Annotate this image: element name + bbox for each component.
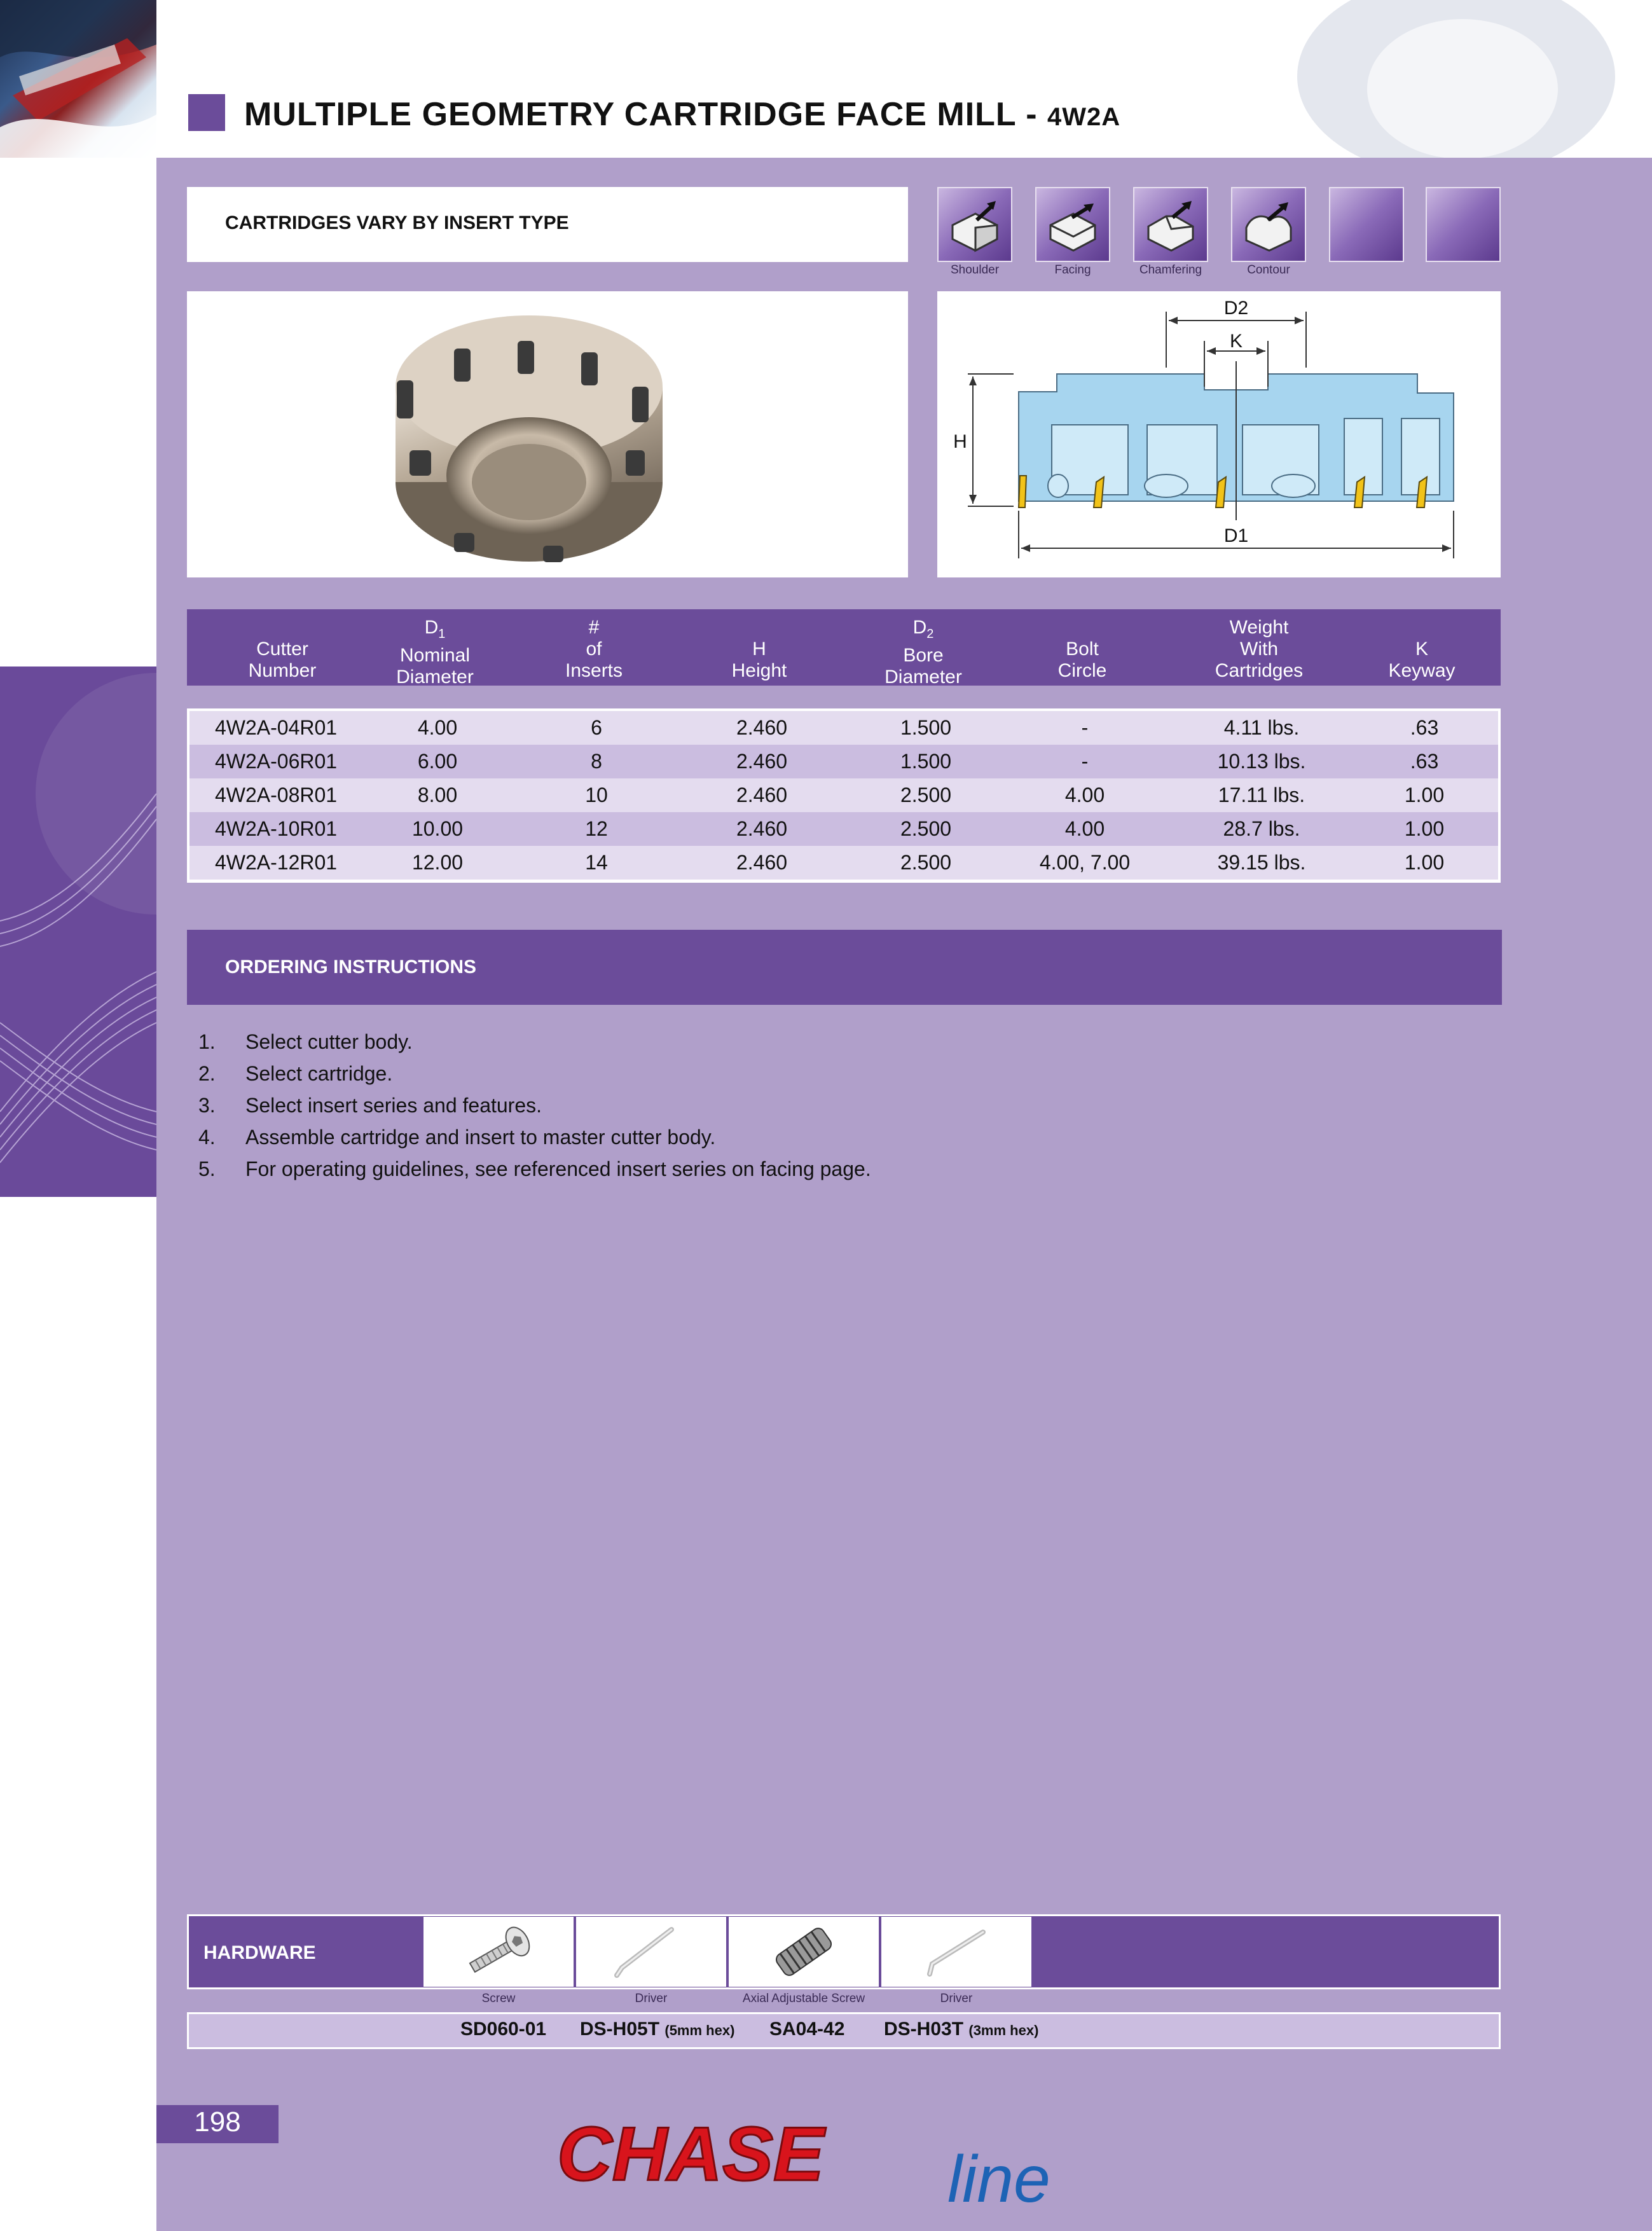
column-header: [371, 617, 499, 688]
hardware-part-number: SA04-42: [769, 2019, 845, 2040]
cell-cutter-number: 4W2A-10R01: [215, 817, 338, 840]
shoulder-icon: [937, 187, 1012, 262]
table-row: [189, 846, 1498, 880]
cell-nominal-diameter: 12.00: [411, 851, 464, 874]
blank-tile: [1329, 187, 1404, 262]
cell-weight: 4.11 lbs.: [1223, 716, 1300, 739]
step-number: 1.: [198, 1030, 216, 1053]
header-line: H: [752, 639, 766, 660]
header-line: Inserts: [565, 660, 623, 681]
step-number: 3.: [198, 1094, 216, 1117]
header-subscript: 1: [438, 627, 446, 641]
header-line: Bore: [903, 645, 944, 666]
column-header: [530, 617, 657, 682]
cell-nominal-diameter: 8.00: [417, 784, 458, 806]
cell-cutter-number: 4W2A-08R01: [215, 784, 338, 806]
header-line: [1019, 617, 1146, 639]
cell-bolt-circle: -: [1081, 750, 1089, 773]
step-number: 4.: [198, 1126, 216, 1149]
page-number: 198: [194, 2106, 241, 2138]
header-symbol: D: [424, 617, 439, 638]
cell-height: 2.460: [736, 716, 788, 739]
cell-cutter-number: 4W2A-12R01: [215, 851, 338, 874]
part-note: (5mm hex): [664, 2022, 735, 2038]
d2-label: D2: [1223, 298, 1249, 319]
header-line: [371, 617, 499, 645]
header-symbol: D: [912, 617, 927, 638]
header-line: Nominal: [399, 645, 471, 666]
page-title: [244, 95, 1120, 134]
cell-bore-diameter: 1.500: [900, 716, 952, 739]
header-line: Number: [248, 660, 317, 681]
blank-tile: [1426, 187, 1501, 262]
dimension-diagram-box: [937, 291, 1501, 577]
table-row: [189, 778, 1498, 812]
cell-bolt-circle: 4.00, 7.00: [1039, 851, 1131, 874]
logo-sub: line: [947, 2143, 1050, 2213]
cell-inserts: 12: [585, 817, 608, 840]
decorative-wave-band: [0, 667, 156, 1197]
table-row: [189, 745, 1498, 778]
step-text: Select cartridge.: [245, 1062, 393, 1085]
step-text: For operating guidelines, see referenced insert series on facing page.: [245, 1157, 871, 1180]
step-text: Select insert series and features.: [245, 1094, 542, 1117]
header-line: Circle: [1057, 660, 1107, 681]
cell-weight: 17.11 lbs.: [1218, 784, 1305, 806]
hardware-caption: Axial Adjustable Screw: [742, 1992, 865, 2005]
header-line: Cartridges: [1215, 660, 1304, 681]
table-row: [189, 812, 1498, 846]
step-text: Select cutter body.: [245, 1030, 413, 1053]
cell-inserts: 14: [585, 851, 608, 874]
step-number: 5.: [198, 1157, 216, 1180]
cell-keyway: 1.00: [1404, 817, 1445, 840]
screw-icon: [423, 1917, 574, 1987]
cartridges-label: CARTRIDGES VARY BY INSERT TYPE: [225, 212, 569, 233]
part-code: DS-H05T: [580, 2019, 660, 2040]
cell-bolt-circle: -: [1081, 716, 1089, 739]
cell-weight: 10.13 lbs.: [1217, 750, 1306, 773]
cell-bore-diameter: 2.500: [900, 851, 952, 874]
cell-weight: 28.7 lbs.: [1223, 817, 1300, 840]
contour-icon: [1231, 187, 1306, 262]
spec-table: [187, 708, 1501, 883]
header-line: Height: [731, 660, 787, 681]
hardware-caption: Driver: [635, 1992, 668, 2005]
cell-height: 2.460: [736, 851, 788, 874]
h-label: H: [953, 431, 967, 452]
hardware-part-number: SD060-01: [460, 2019, 547, 2040]
cell-cutter-number: 4W2A-04R01: [215, 716, 338, 739]
cell-weight: 39.15 lbs.: [1217, 851, 1306, 874]
cell-bore-diameter: 2.500: [900, 817, 952, 840]
operation-label: Contour: [1247, 263, 1290, 277]
header-line: [225, 617, 340, 639]
cell-keyway: 1.00: [1404, 851, 1445, 874]
product-photo-box: [187, 291, 908, 577]
dimension-diagram: [937, 291, 1501, 577]
header-line: [1358, 617, 1485, 639]
header-line: Diameter: [396, 667, 474, 687]
title-sub: 4W2A: [1047, 103, 1121, 131]
hex-driver-icon: [576, 1917, 726, 1987]
column-header: [1358, 617, 1485, 682]
cell-height: 2.460: [736, 784, 788, 806]
cell-inserts: 8: [591, 750, 602, 773]
cell-nominal-diameter: 10.00: [411, 817, 464, 840]
column-header: [225, 617, 340, 682]
cell-inserts: 6: [591, 716, 602, 739]
cell-bolt-circle: 4.00: [1064, 817, 1105, 840]
set-screw-icon: [729, 1917, 879, 1987]
cell-nominal-diameter: 6.00: [417, 750, 458, 773]
cell-keyway: .63: [1410, 716, 1439, 739]
operation-label: Chamfering: [1139, 263, 1202, 277]
cell-inserts: 10: [585, 784, 608, 806]
cell-keyway: 1.00: [1404, 784, 1445, 806]
column-header: [1195, 617, 1323, 682]
cell-cutter-number: 4W2A-06R01: [215, 750, 338, 773]
chaseline-logo: [553, 2111, 1151, 2213]
table-row: [189, 711, 1498, 745]
facing-icon: [1035, 187, 1110, 262]
hex-driver-icon: [881, 1917, 1031, 1987]
operation-label: Shoulder: [950, 263, 1000, 277]
ordering-title: ORDERING INSTRUCTIONS: [225, 957, 477, 977]
hardware-title: HARDWARE: [203, 1942, 316, 1963]
header-line: Bolt: [1066, 639, 1099, 660]
header-line: [696, 617, 823, 639]
chamfering-icon: [1133, 187, 1208, 262]
header-line: Diameter: [885, 667, 962, 687]
header-line: #: [588, 617, 600, 638]
hardware-part-number: [884, 2019, 1038, 2040]
cell-bore-diameter: 1.500: [900, 750, 952, 773]
header-line: With: [1240, 639, 1278, 660]
title-main: MULTIPLE GEOMETRY CARTRIDGE FACE MILL -: [244, 96, 1047, 133]
cell-bore-diameter: 2.500: [900, 784, 952, 806]
header-line: Keyway: [1388, 660, 1456, 681]
corner-photo: [0, 0, 156, 158]
cell-keyway: .63: [1410, 750, 1439, 773]
face-mill-photo: [187, 291, 908, 577]
header-line: [860, 617, 987, 645]
operation-label: Facing: [1054, 263, 1091, 277]
hardware-caption: Driver: [940, 1992, 973, 2005]
column-header: [1019, 617, 1146, 682]
hardware-caption: Screw: [481, 1992, 516, 2005]
spec-table-header: [187, 609, 1501, 686]
part-code: DS-H03T: [884, 2019, 964, 2040]
hardware-part-number: [580, 2019, 734, 2040]
header-subscript: 2: [926, 627, 934, 641]
cell-height: 2.460: [736, 817, 788, 840]
logo-main: CHASE: [557, 2111, 825, 2197]
cell-bolt-circle: 4.00: [1064, 784, 1105, 806]
header-line: K: [1415, 639, 1428, 660]
k-label: K: [1229, 331, 1243, 352]
column-header: [696, 617, 823, 682]
decorative-circle: [1367, 19, 1558, 159]
cell-nominal-diameter: 4.00: [417, 716, 458, 739]
column-header: [860, 617, 987, 688]
part-note: (3mm hex): [968, 2022, 1039, 2038]
step-text: Assemble cartridge and insert to master cutter body.: [245, 1126, 716, 1149]
header-line: of: [586, 639, 602, 660]
header-line: Cutter: [256, 639, 308, 660]
title-marker: [188, 94, 225, 131]
d1-label: D1: [1223, 525, 1249, 546]
step-number: 2.: [198, 1062, 216, 1085]
header-line: Weight: [1229, 617, 1289, 638]
cell-height: 2.460: [736, 750, 788, 773]
